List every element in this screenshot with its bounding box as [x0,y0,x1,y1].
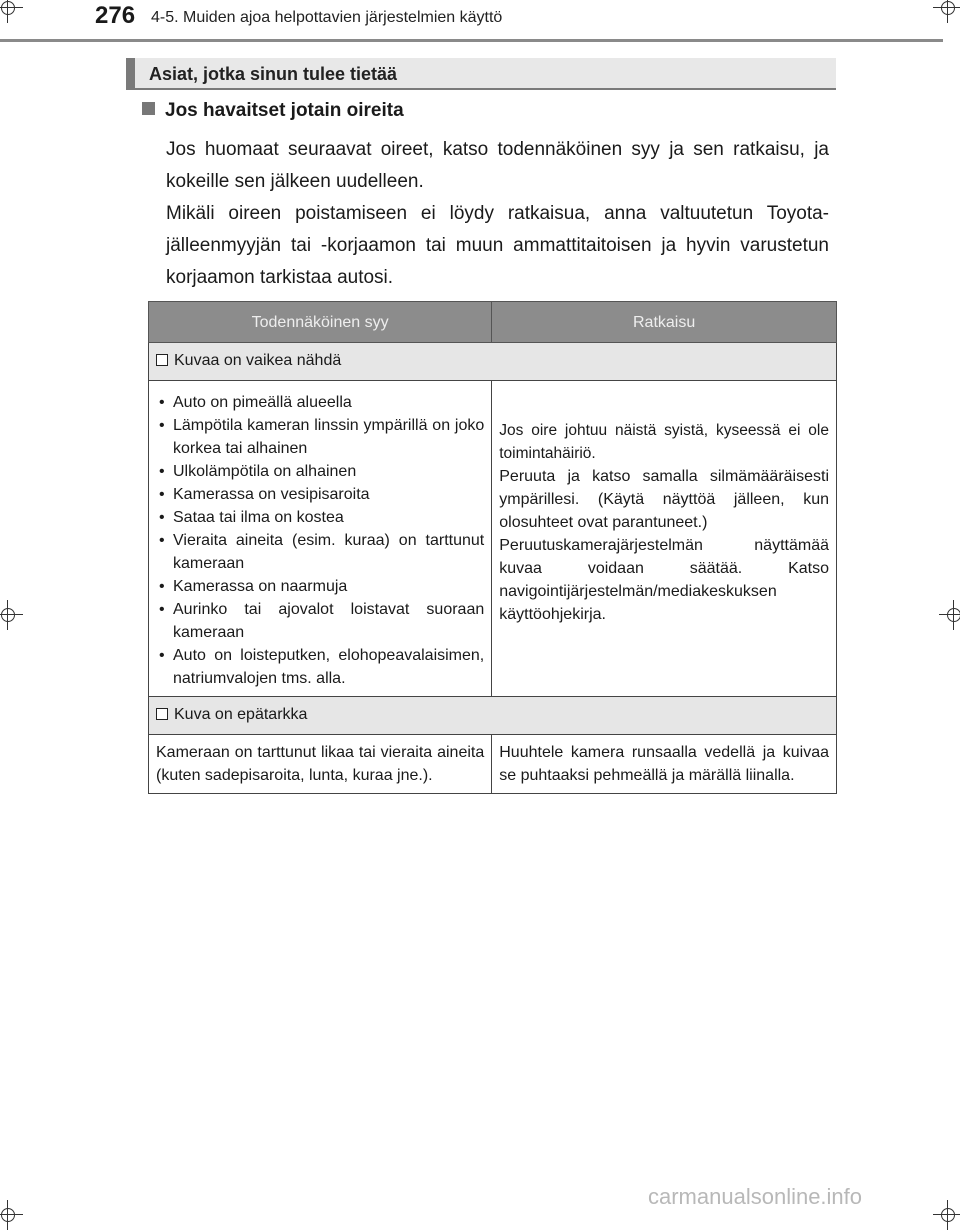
crop-mark-top-right [933,0,960,23]
watermark: carmanualsonline.info [648,1184,863,1209]
section-heading-text: Jos havaitset jotain oireita [165,100,404,121]
info-box-title: Asiat, jotka sinun tulee tietää [149,64,398,84]
list-item: • Vieraita aineita (esim. kuraa) on tarttunut kameraan [156,529,484,575]
list-item: • Auto on loisteputken, elohopeavalaisimen, natriumvalojen tms. alla. [156,644,484,690]
page-number: 276 [95,2,136,29]
running-title: 4-5. Muiden ajoa helpottavien järjestelmien käyttö [151,9,503,26]
cause-list [156,391,484,690]
category-row [149,343,837,381]
list-item: • Auto on pimeällä alueella [156,391,484,414]
header-rule [0,39,943,42]
solution-text: Peruutuskamerajärjestelmän näyttämää kuvaa voidaan säätää. Katso navigointijärjestelmän/mediakeskuksen käyttöohjekirja. [499,537,829,623]
checkbox-icon [156,354,168,366]
crop-mark-mid-left [0,600,23,630]
list-item: • Aurinko tai ajovalot loistavat suoraan kameraan [156,598,484,644]
category-row [149,697,837,735]
solution-cell [492,381,837,697]
crop-mark-bottom-left [0,1200,23,1230]
checkbox-icon [156,708,168,720]
cause-cell [149,735,492,794]
crop-mark-top-left [0,0,23,23]
square-bullet-icon [142,102,155,115]
list-item: • Lämpötila kameran linssin ympärillä on joko korkea tai alhainen [156,414,484,460]
header-solution: Ratkaisu [492,302,837,343]
list-item: • Kamerassa on naarmuja [156,575,484,598]
crop-mark-mid-right [939,600,960,630]
table-row [149,381,837,697]
solution-cell [492,735,837,794]
list-item: • Sataa tai ilma on kostea [156,506,484,529]
cause-cell [149,381,492,697]
troubleshooting-table [148,301,837,794]
intro-paragraph: Jos huomaat seuraavat oireet, katso todennäköinen syy ja sen ratkaisu, ja kokeille sen jälkeen uudelleen. [166,139,829,192]
table-row [149,735,837,794]
table-header-row [149,302,837,343]
list-item: • Kamerassa on vesipisaroita [156,483,484,506]
crop-mark-bottom-right [933,1200,960,1230]
solution-text: Jos oire johtuu näistä syistä, kyseessä ei ole toimintahäiriö. [499,422,829,462]
category-title: Kuva on epätarkka [174,706,308,723]
solution-text: Huuhtele kamera runsaalla vedellä ja kuivaa se puhtaaksi pehmeällä ja märällä liinalla. [499,744,829,784]
dealer-paragraph: Mikäli oireen poistamiseen ei löydy ratkaisua, anna valtuutetun Toyota-jälleenmyyjän tai -korjaamon tai muun ammattitaitoisen ja hyvin varustetun korjaamon tarkistaa autosi. [166,203,829,288]
category-cell [149,343,837,381]
info-box [126,58,836,90]
list-item: • Ulkolämpötila on alhainen [156,460,484,483]
category-title: Kuvaa on vaikea nähdä [174,352,342,369]
section-heading [142,100,404,122]
solution-text: Peruuta ja katso samalla silmämääräisesti ympärillesi. (Käytä näyttöä jälleen, kun olosuhteet ovat parantuneet.) [499,468,829,531]
header-cause: Todennäköinen syy [149,302,492,343]
cause-text: Kameraan on tarttunut likaa tai vieraita aineita (kuten sadepisaroita, lunta, kuraa jne.). [156,744,485,784]
category-cell [149,697,837,735]
